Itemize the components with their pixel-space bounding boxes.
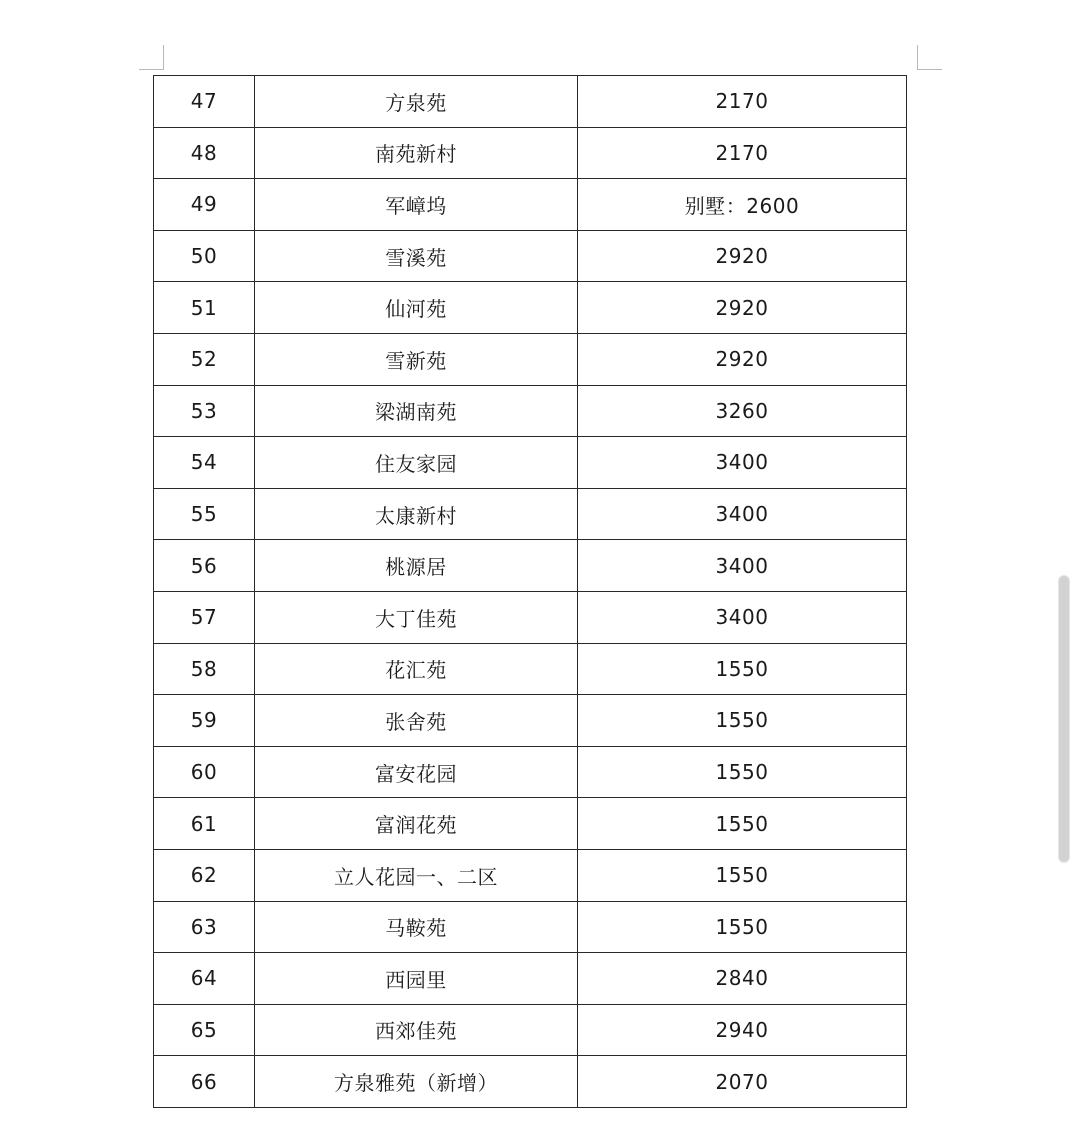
table-row [154, 540, 907, 592]
community-name-cell: 西郊佳苑 [255, 1004, 578, 1056]
row-number-cell: 48 [154, 127, 255, 179]
vertical-scrollbar[interactable] [1058, 575, 1070, 863]
community-name-cell: 立人花园一、二区 [255, 849, 578, 901]
price-cell: 1550 [578, 746, 907, 798]
table-row [154, 282, 907, 334]
row-number-cell: 58 [154, 643, 255, 695]
community-name-cell: 富安花园 [255, 746, 578, 798]
table-body [154, 76, 907, 1108]
community-name-cell: 太康新村 [255, 488, 578, 540]
price-cell: 1550 [578, 695, 907, 747]
row-number-cell: 64 [154, 953, 255, 1005]
community-name-cell: 梁湖南苑 [255, 385, 578, 437]
community-name-cell: 马鞍苑 [255, 901, 578, 953]
row-number-cell: 60 [154, 746, 255, 798]
price-cell: 2840 [578, 953, 907, 1005]
price-cell: 2920 [578, 282, 907, 334]
table-row [154, 385, 907, 437]
scrollbar-thumb[interactable] [1059, 576, 1069, 862]
community-name-cell: 雪新苑 [255, 333, 578, 385]
table-row [154, 746, 907, 798]
price-cell: 1550 [578, 849, 907, 901]
table-row [154, 230, 907, 282]
price-cell: 1550 [578, 901, 907, 953]
price-cell: 别墅：2600 [578, 179, 907, 231]
table-row [154, 488, 907, 540]
price-cell: 3260 [578, 385, 907, 437]
price-cell: 2070 [578, 1056, 907, 1108]
table-row [154, 127, 907, 179]
table-row [154, 591, 907, 643]
community-name-cell: 住友家园 [255, 437, 578, 489]
row-number-cell: 53 [154, 385, 255, 437]
community-name-cell: 雪溪苑 [255, 230, 578, 282]
table-row [154, 901, 907, 953]
community-name-cell: 仙河苑 [255, 282, 578, 334]
row-number-cell: 63 [154, 901, 255, 953]
community-name-cell: 西园里 [255, 953, 578, 1005]
page-corner-mark-top-right [917, 45, 942, 70]
row-number-cell: 47 [154, 76, 255, 128]
community-name-cell: 桃源居 [255, 540, 578, 592]
row-number-cell: 65 [154, 1004, 255, 1056]
price-cell: 3400 [578, 437, 907, 489]
table-row [154, 76, 907, 128]
community-name-cell: 张舍苑 [255, 695, 578, 747]
community-name-cell: 大丁佳苑 [255, 591, 578, 643]
row-number-cell: 50 [154, 230, 255, 282]
price-cell: 2170 [578, 76, 907, 128]
community-name-cell: 富润花苑 [255, 798, 578, 850]
price-cell: 1550 [578, 798, 907, 850]
price-cell: 3400 [578, 540, 907, 592]
table-row [154, 643, 907, 695]
row-number-cell: 49 [154, 179, 255, 231]
row-number-cell: 52 [154, 333, 255, 385]
price-cell: 3400 [578, 591, 907, 643]
row-number-cell: 57 [154, 591, 255, 643]
community-price-table [153, 75, 907, 1108]
community-name-cell: 南苑新村 [255, 127, 578, 179]
price-cell: 2920 [578, 230, 907, 282]
table-row [154, 179, 907, 231]
row-number-cell: 62 [154, 849, 255, 901]
price-cell: 2170 [578, 127, 907, 179]
table-row [154, 437, 907, 489]
table-row [154, 798, 907, 850]
row-number-cell: 59 [154, 695, 255, 747]
price-cell: 2940 [578, 1004, 907, 1056]
page-corner-mark-top-left [139, 45, 164, 70]
row-number-cell: 66 [154, 1056, 255, 1108]
community-name-cell: 军嶂坞 [255, 179, 578, 231]
price-cell: 1550 [578, 643, 907, 695]
table-row [154, 953, 907, 1005]
row-number-cell: 51 [154, 282, 255, 334]
community-name-cell: 方泉苑 [255, 76, 578, 128]
table-row [154, 333, 907, 385]
table-row [154, 1056, 907, 1108]
row-number-cell: 56 [154, 540, 255, 592]
price-cell: 3400 [578, 488, 907, 540]
table-row [154, 695, 907, 747]
price-cell: 2920 [578, 333, 907, 385]
community-name-cell: 花汇苑 [255, 643, 578, 695]
row-number-cell: 61 [154, 798, 255, 850]
table-row [154, 849, 907, 901]
community-name-cell: 方泉雅苑（新增） [255, 1056, 578, 1108]
row-number-cell: 54 [154, 437, 255, 489]
row-number-cell: 55 [154, 488, 255, 540]
table-row [154, 1004, 907, 1056]
